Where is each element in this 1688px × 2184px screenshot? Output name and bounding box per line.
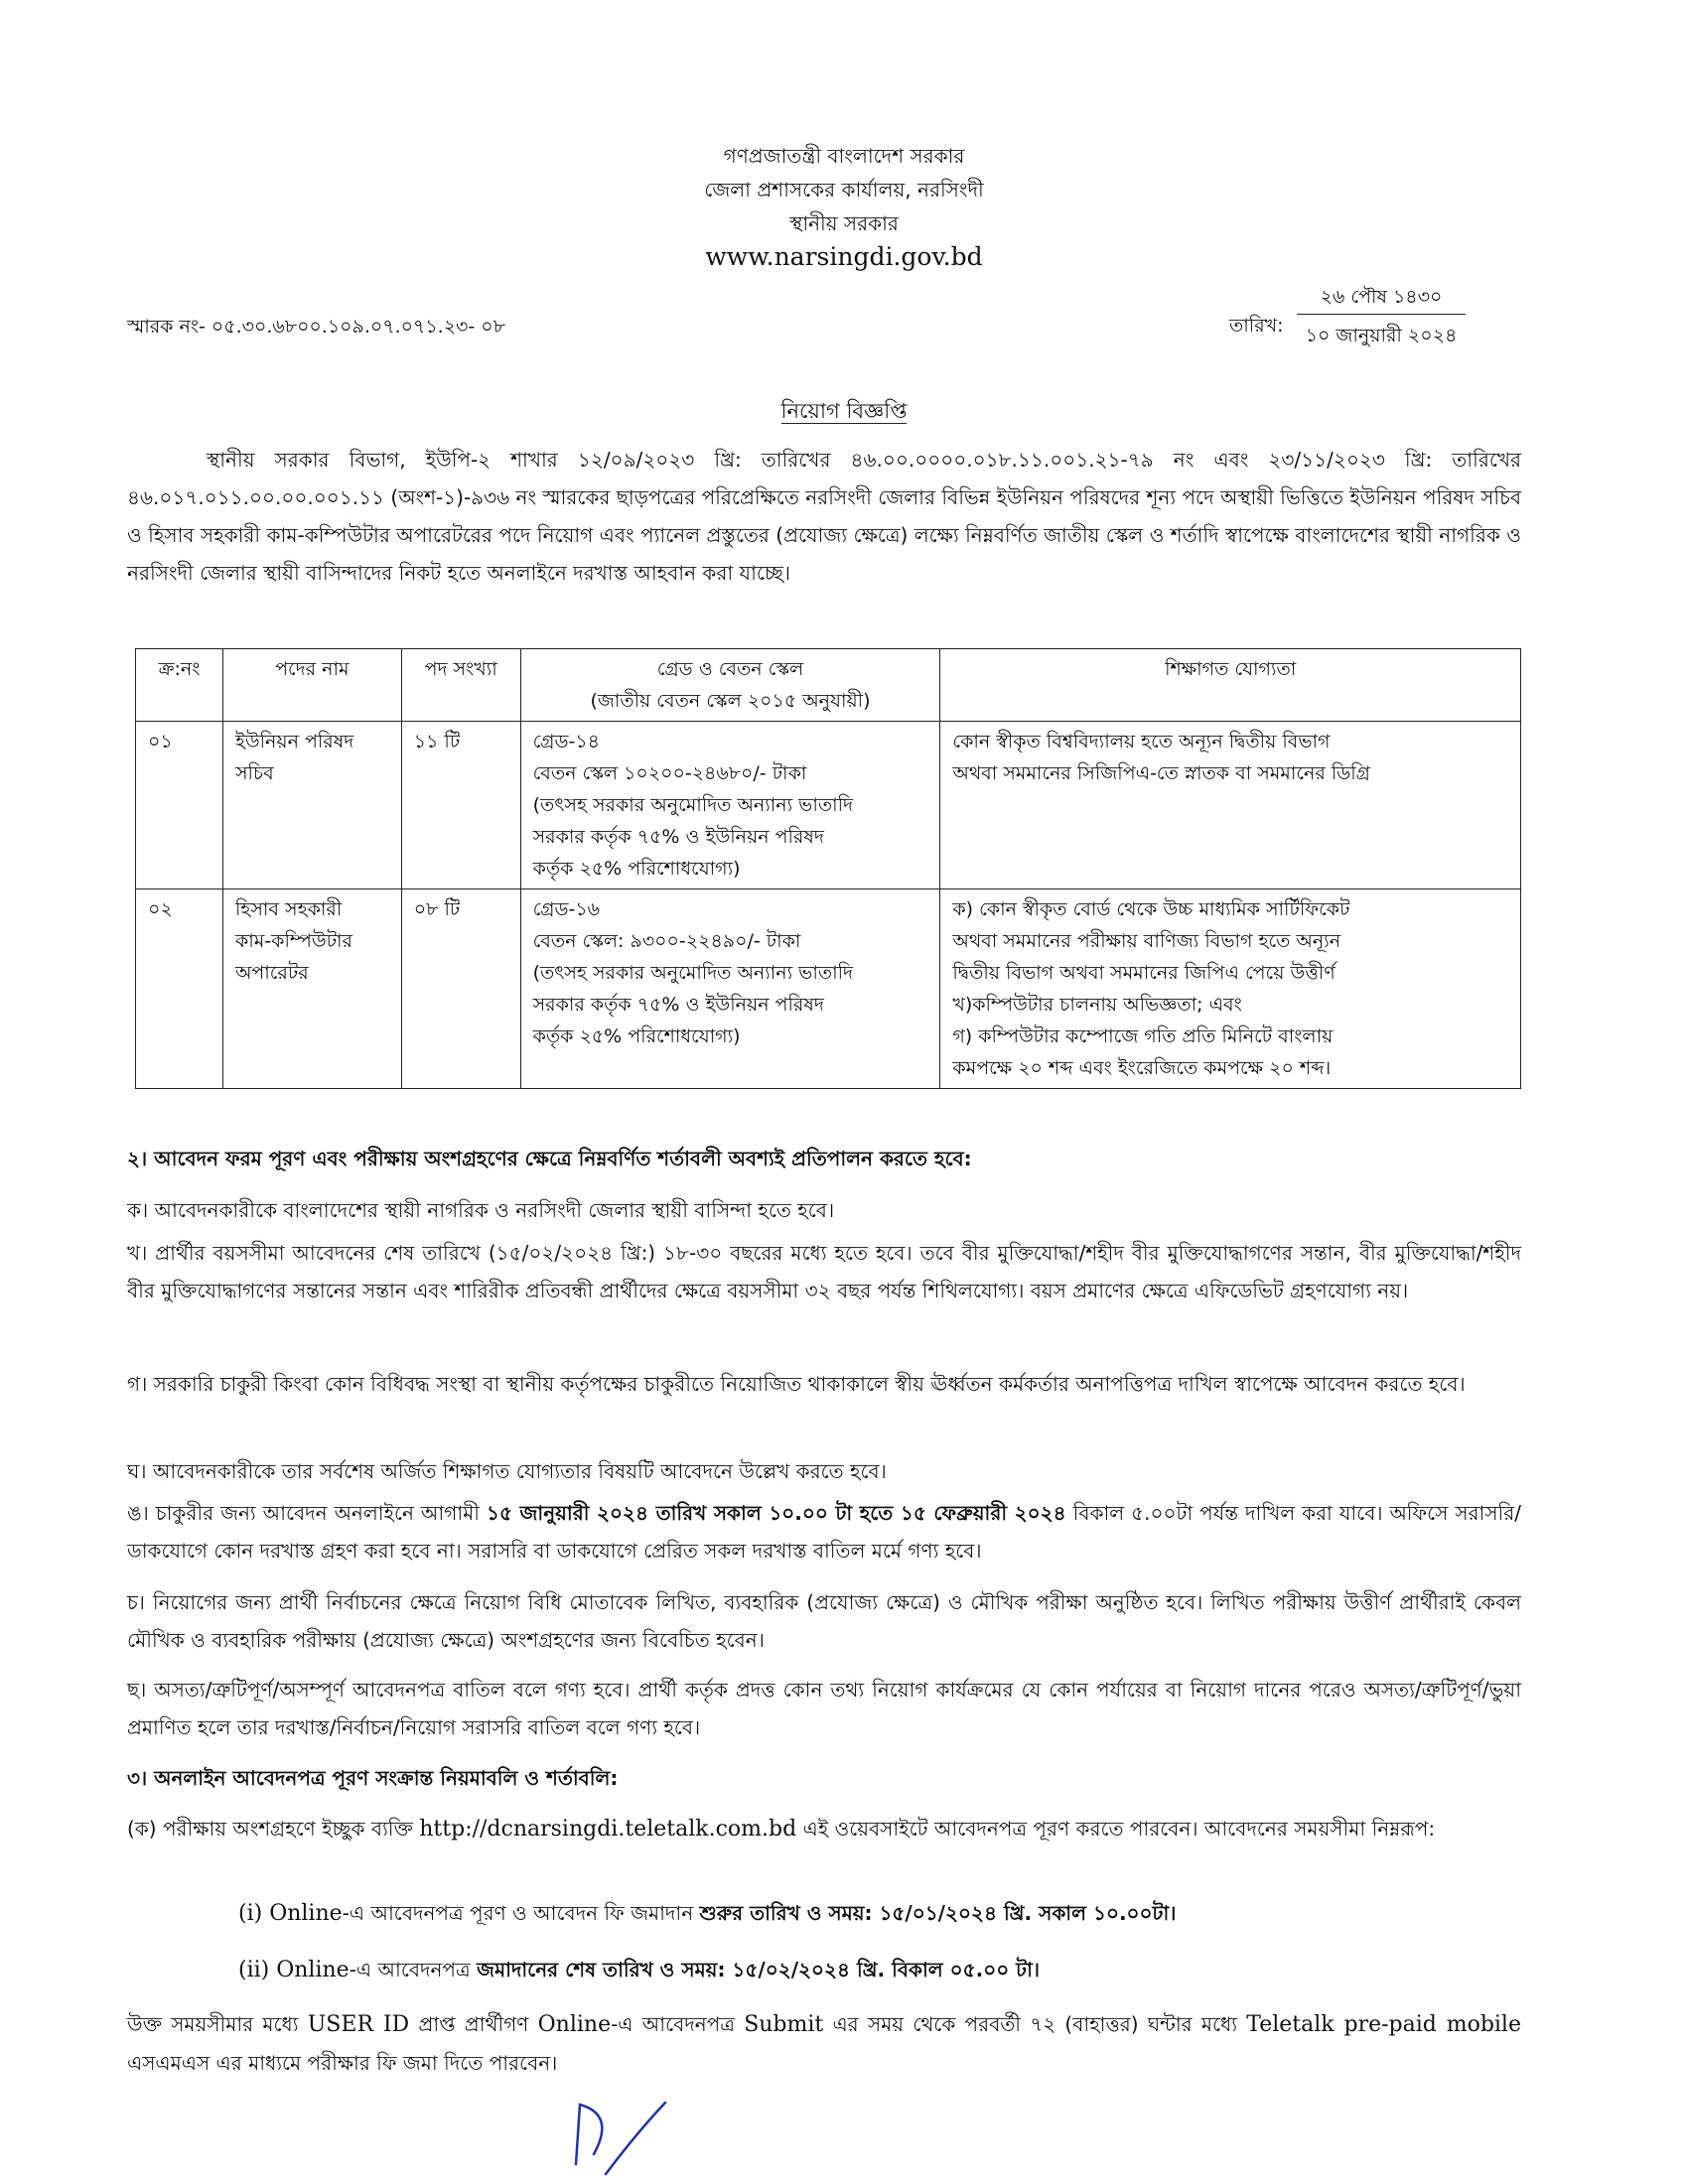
posts-table	[135, 648, 1521, 1089]
date-fraction	[1297, 282, 1466, 350]
condition-ka: ক। আবেদনকারীকে বাংলাদেশের স্থায়ী নাগরিক ও নরসিংদী জেলার স্থায়ী বাসিন্দা হতে হবে।	[127, 1198, 835, 1222]
table-header-row	[136, 649, 1521, 722]
condition-cha: চ। নিয়োগের জন্য প্রার্থী নির্বাচনের ক্ষেত্রে নিয়োগ বিধি মোতাবেক লিখিত, ব্যবহারিক (প্রযোজ্য ক্ষেত্রে) ও মৌখিক পরীক্ষা অনুষ্ঠিত হবে। লিখিত পরীক্ষায় উত্তীর্ণ প্রার্থীরাই কেবল মৌখিক ও ব্যবহারিক পরীক্ষায় (প্রযোজ্য ক্ষেত্রে) অংশগ্রহণের জন্য বিবেচিত হবেন।	[127, 1590, 1521, 1652]
office-name: জেলা প্রশাসকের কার্যালয়, নরসিংদী	[704, 178, 984, 202]
condition-kha: খ। প্রার্থীর বয়সসীমা আবেদনের শেষ তারিখে (১৫/০২/২০২৪ খ্রি:) ১৮-৩০ বছরের মধ্যে হতে হবে। তবে বীর মুক্তিযোদ্ধা/শহীদ বীর মুক্তিযোদ্ধাগণের সন্তান, বীর মুক্তিযোদ্ধা/শহীদ বীর মুক্তিযোদ্ধাগণের সন্তানের সন্তান এবং শারিরীক প্রতিবন্ধী প্রার্থীদের ক্ষেত্রে বয়সসীমা ৩২ বছর পর্যন্ত শিথিলযোগ্য। বয়স প্রমাণের ক্ষেত্রে এফিডেভিট গ্রহণযোগ্য নয়।	[127, 1241, 1521, 1302]
letterhead	[0, 139, 1688, 274]
condition-uma: ঙ। চাকুরীর জন্য আবেদন অনলাইনে আগামী ১৫ জানুয়ারী ২০২৪ তারিখ সকাল ১০.০০ টা হতে ১৫ ফেব্রুয়ারী ২০২৪ বিকাল ৫.০০টা পর্যন্ত দাখিল করা যাবে। অফিসে সরাসরি/ডাকযোগে কোন দরখাস্ত গ্রহণ করা হবে না। সরাসরি বা ডাকযোগে প্রেরিত সকল দরখাস্ত বাতিল মর্মে গণ্য হবে।	[127, 1501, 1522, 1563]
date-english: ১০ জানুয়ারী ২০২৪	[1305, 325, 1458, 346]
row-count: ০৮ টি	[401, 889, 520, 1089]
section2-heading: ২। আবেদন ফরম পূরণ এবং পরীক্ষায় অংশগ্রহণের ক্ষেত্রে নিম্নবর্ণিত শর্তাবলী অবশ্যই প্রতিপালন করতে হবে:	[127, 1147, 972, 1170]
header-post: পদের নাম	[222, 649, 401, 722]
row-education: কোন স্বীকৃত বিশ্ববিদ্যালয় হতে অন্যূন দ্বিতীয় বিভাগ অথবা সমমানের সিজিপিএ-তে স্নাতক বা সমমানের ডিগ্রি	[940, 722, 1521, 889]
govt-name: গণপ্রজাতন্ত্রী বাংলাদেশ সরকার	[723, 144, 965, 168]
row-serial: ০২	[136, 889, 223, 1089]
row-serial: ০১	[136, 722, 223, 889]
row-grade: গ্রেড-১৬ বেতন স্কেল: ৯৩০০-২২৪৯০/- টাকা (তৎসহ সরকার অনুমোদিত অন্যান্য ভাতাদি সরকার কর্তৃক ৭৫% ও ইউনিয়ন পরিষদ কর্তৃক ২৫% পরিশোধযোগ্য)	[520, 889, 940, 1089]
start-date-line: (i) Online-এ আবেদনপত্র পূরণ ও আবেদন ফি জমাদান শুরুর তারিখ ও সময়: ১৫/০১/২০২৪ খ্রি. সকাল ১০.০০টা।	[238, 1901, 1177, 1926]
row-count: ১১ টি	[401, 722, 520, 889]
fee-payment-paragraph: উক্ত সময়সীমার মধ্যে USER ID প্রাপ্ত প্রার্থীগণ Online-এ আবেদনপত্র Submit এর সময় থেকে পরবর্তী ৭২ (বাহাত্তর) ঘন্টার মধ্যে Teletalk pre-paid mobile এসএমএস এর মাধ্যমে পরীক্ষার ফি জমা দিতে পারবেন।	[127, 2012, 1521, 2075]
row-post: হিসাব সহকারী কাম-কম্পিউটার অপারেটর	[222, 889, 401, 1089]
memo-number: স্মারক নং- ০৫.৩০.৬৮০০.১০৯.০৭.০৭১.২৩- ০৮	[127, 316, 505, 338]
row-education: ক) কোন স্বীকৃত বোর্ড থেকে উচ্চ মাধ্যমিক সার্টিফিকেট অথবা সমমানের পরীক্ষায় বাণিজ্য বিভাগ হতে অন্যূন দ্বিতীয় বিভাগ অথবা সমমানের জিপিএ পেয়ে উত্তীর্ণ খ)কম্পিউটার চালনায় অভিজ্ঞতা; এবং গ) কম্পিউটার কম্পোজে গতি প্রতি মিনিটে বাংলায় কমপক্ষে ২০ শব্দ এবং ইংরেজিতে কমপক্ষে ২০ শব্দ।	[940, 889, 1521, 1089]
date-divider	[1297, 314, 1466, 315]
header-grade: গ্রেড ও বেতন স্কেল (জাতীয় বেতন স্কেল ২০১৫ অনুযায়ী)	[520, 649, 940, 722]
end-date-line: (ii) Online-এ আবেদনপত্র জমাদানের শেষ তারিখ ও সময়: ১৫/০২/২০২৪ খ্রি. বিকাল ০৫.০০ টা।	[238, 1958, 1041, 1982]
table-row	[136, 889, 1521, 1089]
row-grade: গ্রেড-১৪ বেতন স্কেল ১০২০০-২৪৬৮০/- টাকা (তৎসহ সরকার অনুমোদিত অন্যান্য ভাতাদি সরকার কর্তৃক ৭৫% ও ইউনিয়ন পরিষদ কর্তৃক ২৫% পরিশোধযোগ্য)	[520, 722, 940, 889]
application-url-link[interactable]: http://dcnarsingdi.teletalk.com.bd	[419, 1817, 797, 1842]
condition-chha: ছ। অসত্য/ত্রুটিপূর্ণ/অসম্পূর্ণ আবেদনপত্র বাতিল বলে গণ্য হবে। প্রার্থী কর্তৃক প্রদত্ত কোন তথ্য নিয়োগ কার্যক্রমের যে কোন পর্যায়ের বা নিয়োগ দানের পরেও অসত্য/ত্রুটিপূর্ণ/ভুয়া প্রমাণিত হলে তার দরখাস্ত/নির্বাচন/নিয়োগ সরাসরি বাতিল বলে গণ্য হবে।	[127, 1678, 1521, 1739]
header-serial: ক্র:নং	[136, 649, 223, 722]
header-count: পদ সংখ্যা	[401, 649, 520, 722]
online-instruction: (ক) পরীক্ষায় অংশগ্রহণে ইচ্ছুক ব্যক্তি http://dcnarsingdi.teletalk.com.bd এই ওয়েবসাইটে আবেদনপত্র পূরণ করতে পারবেন। আবেদনের সময়সীমা নিম্নরূপ:	[127, 1817, 1436, 1842]
branch-name: স্থানীয় সরকার	[789, 211, 899, 235]
section3-heading: ৩। অনলাইন আবেদনপত্র পূরণ সংক্রান্ত নিয়মাবলি ও শর্তাবলি:	[127, 1766, 619, 1790]
date-label: তারিখ:	[1229, 315, 1284, 337]
condition-ga: গ। সরকারি চাকুরী কিংবা কোন বিধিবদ্ধ সংস্থা বা স্থানীয় কর্তৃপক্ষের চাকুরীতে নিয়োজিত থাকাকালে স্বীয় ঊর্ধ্বতন কর্মকর্তার অনাপত্তিপত্র দাখিল স্বাপেক্ষে আবেদন করতে হবে।	[127, 1372, 1466, 1396]
header-education: শিক্ষাগত যোগ্যতা	[940, 649, 1521, 722]
notice-title: নিয়োগ বিজ্ঞপ্তি	[780, 399, 908, 423]
intro-paragraph: স্থানীয় সরকার বিভাগ, ইউপি-২ শাখার ১২/০৯/২০২৩ খ্রি: তারিখের ৪৬.০০.০০০০.০১৮.১১.০০১.২১-৭৯ নং এবং ২৩/১১/২০২৩ খ্রি: তারিখের ৪৬.০১৭.০১১.০০.০০.০০১.১১ (অংশ-১)-৯৩৬ নং স্মারকের ছাড়পত্রের পরিপ্রেক্ষিতে নরসিংদী জেলার বিভিন্ন ইউনিয়ন পরিষদের শূন্য পদে অস্থায়ী ভিত্তিতে ইউনিয়ন পরিষদ সচিব ও হিসাব সহকারী কাম-কম্পিউটার অপারেটরের পদে নিয়োগ এবং প্যানেল প্রস্তুতের (প্রযোজ্য ক্ষেত্রে) লক্ষ্যে নিম্নবর্ণিত জাতীয় স্কেল ও শর্তাদি স্বাপেক্ষে বাংলাদেশের স্থায়ী নাগরিক ও নরসিংদী জেলার স্থায়ী বাসিন্দাদের নিকট হতে অনলাইনে দরখাস্ত আহবান করা যাচ্ছে।	[127, 448, 1521, 585]
website-link[interactable]: www.narsingdi.gov.bd	[705, 242, 983, 271]
table-row	[136, 722, 1521, 889]
date-bangla: ২৬ পৌষ ১৪৩০	[1320, 286, 1443, 308]
condition-gha: ঘ। আবেদনকারীকে তার সর্বশেষ অর্জিত শিক্ষাগত যোগ্যতার বিষয়টি আবেদনে উল্লেখ করতে হবে।	[127, 1459, 887, 1483]
row-post: ইউনিয়ন পরিষদ সচিব	[222, 722, 401, 889]
signature-mark	[556, 2095, 774, 2184]
